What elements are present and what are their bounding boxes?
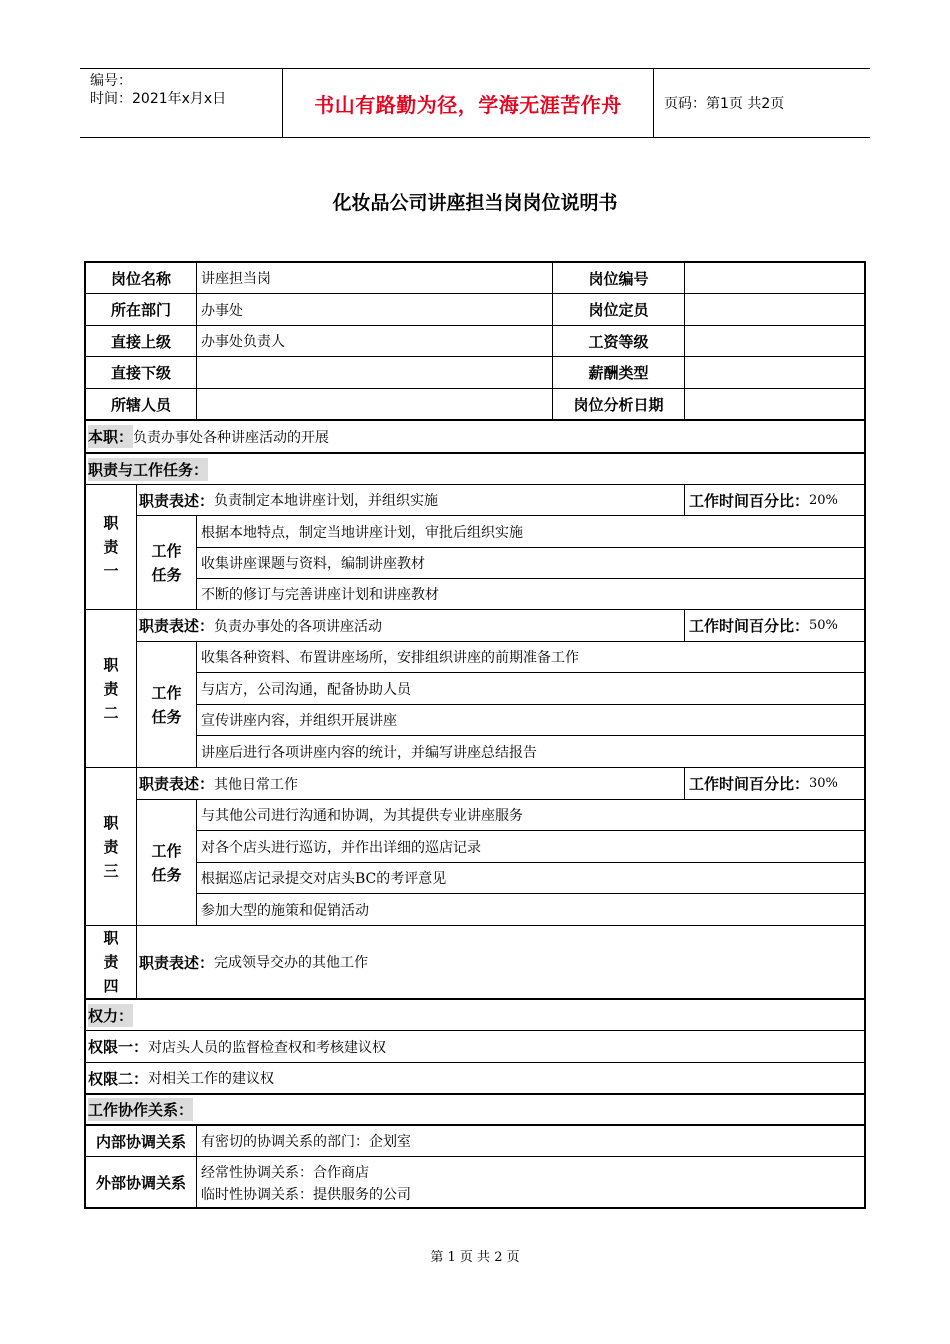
responsibility-2-desc: 职责表述： 负责办事处的各项讲座活动 <box>137 610 684 642</box>
job-description-form <box>84 261 866 1209</box>
responsibility-2-task-4: 讲座后进行各项讲座内容的统计，并编写讲座总结报告 <box>197 736 864 768</box>
value-headcount <box>685 294 864 326</box>
label-subordinates: 直接下级 <box>86 357 197 389</box>
core-duty-text: 负责办事处各种讲座活动的开展 <box>133 429 330 446</box>
value-position-name: 讲座担当岗 <box>197 263 553 294</box>
cooperation-header: 工作协作关系： <box>88 1098 193 1121</box>
value-pay-type <box>685 357 864 389</box>
tasks-header-row <box>86 454 864 485</box>
responsibility-1-task-1: 根据本地特点，制定当地讲座计划，审批后组织实施 <box>197 516 864 548</box>
authority-item-1: 权限一： 对店头人员的监督检查权和考核建议权 <box>86 1031 864 1063</box>
page-footer: 第 1 页 共 2 页 <box>430 1250 520 1265</box>
authority-header: 权力： <box>88 1004 133 1027</box>
responsibility-3-task-1: 与其他公司进行沟通和协调，为其提供专业讲座服务 <box>197 800 864 831</box>
value-analysis-date <box>685 389 864 421</box>
label-position-code: 岗位编号 <box>553 263 685 294</box>
responsibility-3-task-4: 参加大型的施策和促销活动 <box>197 894 864 926</box>
header-page-info: 页码：第1页 共2页 <box>664 96 785 112</box>
responsibility-1-pct: 工作时间百分比： 20% <box>684 485 864 516</box>
responsibility-2-task-3: 宣传讲座内容，并组织开展讲座 <box>197 705 864 736</box>
document-header <box>80 68 870 138</box>
responsibility-1-work-label: 工作 任务 <box>137 516 197 610</box>
responsibility-4-label: 职 责 四 <box>86 926 137 1000</box>
responsibility-3-desc: 职责表述： 其他日常工作 <box>137 768 684 800</box>
authority-header-row <box>86 1000 864 1031</box>
responsibility-3-pct: 工作时间百分比： 30% <box>684 768 864 800</box>
label-supervisor: 直接上级 <box>86 326 197 357</box>
responsibility-2-pct: 工作时间百分比： 50% <box>684 610 864 642</box>
internal-coordination-label: 内部协调关系 <box>86 1126 197 1157</box>
responsibility-1-label: 职 责 一 <box>86 485 137 610</box>
tasks-header: 职责与工作任务： <box>88 458 208 481</box>
time-label: 时间：2021年x月x日 <box>90 91 227 107</box>
cooperation-header-row <box>86 1095 864 1126</box>
label-salary-grade: 工资等级 <box>553 326 685 357</box>
label-position-name: 岗位名称 <box>86 263 197 294</box>
label-analysis-date: 岗位分析日期 <box>553 389 685 421</box>
responsibility-3-label: 职 责 三 <box>86 768 137 926</box>
responsibility-3-task-3: 根据巡店记录提交对店头BC的考评意见 <box>197 863 864 894</box>
header-meta <box>80 69 282 137</box>
responsibility-3-work-label: 工作 任务 <box>137 800 197 926</box>
responsibility-2-task-1: 收集各种资料、布置讲座场所，安排组织讲座的前期准备工作 <box>197 642 864 673</box>
responsibility-1-desc: 职责表述： 负责制定本地讲座计划，并组织实施 <box>137 485 684 516</box>
responsibility-2-work-label: 工作 任务 <box>137 642 197 768</box>
value-department: 办事处 <box>197 294 553 326</box>
label-pay-type: 薪酬类型 <box>553 357 685 389</box>
document-title: 化妆品公司讲座担当岗岗位说明书 <box>332 192 618 214</box>
label-staff: 所辖人员 <box>86 389 197 421</box>
responsibility-4-desc: 职责表述： 完成领导交办的其他工作 <box>137 926 864 1000</box>
value-position-code <box>685 263 864 294</box>
responsibility-2-task-2: 与店方，公司沟通，配备协助人员 <box>197 673 864 705</box>
header-motto: 书山有路勤为径，学海无涯苦作舟 <box>282 69 654 137</box>
value-salary-grade <box>685 326 864 357</box>
internal-coordination-text: 有密切的协调关系的部门：企划室 <box>197 1126 864 1157</box>
value-supervisor: 办事处负责人 <box>197 326 553 357</box>
responsibility-2-label: 职 责 二 <box>86 610 137 768</box>
label-headcount: 岗位定员 <box>553 294 685 326</box>
core-duty-row <box>86 421 864 454</box>
value-subordinates <box>197 357 553 389</box>
external-coordination-text: 经常性协调关系：合作商店 临时性协调关系：提供服务的公司 <box>201 1165 411 1203</box>
serial-label: 编号： <box>90 73 132 89</box>
value-staff <box>197 389 553 421</box>
core-duty-label: 本职： <box>88 425 133 448</box>
external-coordination-label: 外部协调关系 <box>86 1157 197 1207</box>
responsibility-1-task-2: 收集讲座课题与资料，编制讲座教材 <box>197 548 864 579</box>
label-department: 所在部门 <box>86 294 197 326</box>
responsibility-3-task-2: 对各个店头进行巡访，并作出详细的巡店记录 <box>197 831 864 863</box>
responsibility-1-task-3: 不断的修订与完善讲座计划和讲座教材 <box>197 579 864 610</box>
authority-item-2: 权限二： 对相关工作的建议权 <box>86 1063 864 1095</box>
